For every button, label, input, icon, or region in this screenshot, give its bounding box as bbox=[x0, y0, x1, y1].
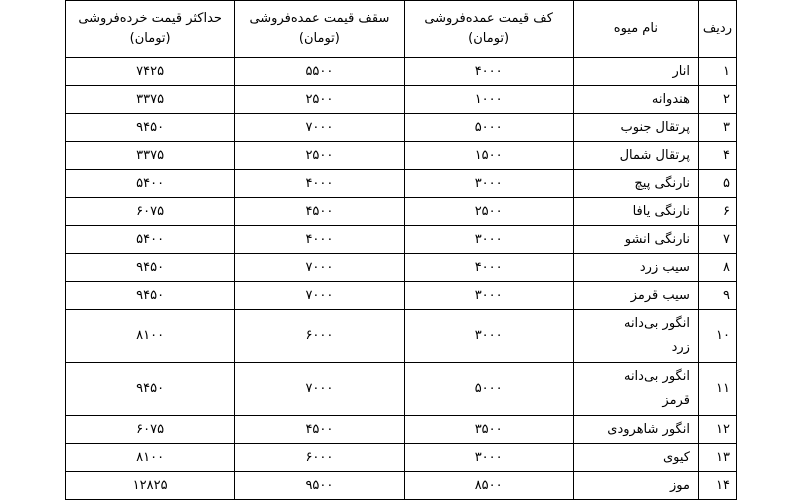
cell-wholesale-min: ۱۵۰۰ bbox=[404, 142, 573, 170]
table-row bbox=[66, 444, 737, 472]
cell-retail-max: ۷۴۲۵ bbox=[66, 58, 235, 86]
header-row-number-label: ردیف bbox=[702, 21, 732, 36]
table-row bbox=[66, 363, 737, 416]
cell-fruit-name: هندوانه bbox=[573, 86, 698, 114]
cell-retail-max: ۵۴۰۰ bbox=[66, 170, 235, 198]
cell-row-number: ۹ bbox=[698, 282, 736, 310]
cell-wholesale-max: ۷۰۰۰ bbox=[235, 363, 404, 416]
cell-wholesale-min: ۳۰۰۰ bbox=[404, 444, 573, 472]
cell-row-number: ۲ bbox=[698, 86, 736, 114]
cell-row-number: ۱۳ bbox=[698, 444, 736, 472]
cell-wholesale-max: ۲۵۰۰ bbox=[235, 86, 404, 114]
cell-wholesale-max: ۶۰۰۰ bbox=[235, 310, 404, 363]
cell-wholesale-max: ۴۵۰۰ bbox=[235, 198, 404, 226]
cell-fruit-name: موز bbox=[573, 472, 698, 500]
cell-fruit-name bbox=[573, 310, 698, 363]
cell-fruit-name: انگور شاهرودی bbox=[573, 416, 698, 444]
cell-wholesale-max: ۶۰۰۰ bbox=[235, 444, 404, 472]
cell-row-number: ۱۴ bbox=[698, 472, 736, 500]
cell-row-number: ۸ bbox=[698, 254, 736, 282]
header-row bbox=[66, 1, 737, 58]
cell-wholesale-max: ۴۵۰۰ bbox=[235, 416, 404, 444]
header-retail-max-label: حداکثر قیمت خرده‌فروشی bbox=[78, 11, 222, 26]
header-wholesale-max-unit: (تومان) bbox=[298, 31, 340, 46]
cell-wholesale-min: ۱۰۰۰ bbox=[404, 86, 573, 114]
cell-wholesale-max: ۷۰۰۰ bbox=[235, 282, 404, 310]
table-row bbox=[66, 416, 737, 444]
cell-row-number: ۵ bbox=[698, 170, 736, 198]
header-fruit-name bbox=[573, 1, 698, 58]
cell-retail-max: ۹۴۵۰ bbox=[66, 363, 235, 416]
cell-retail-max: ۵۴۰۰ bbox=[66, 226, 235, 254]
cell-wholesale-max: ۵۵۰۰ bbox=[235, 58, 404, 86]
table-row bbox=[66, 226, 737, 254]
table-row bbox=[66, 142, 737, 170]
cell-wholesale-min: ۳۰۰۰ bbox=[404, 282, 573, 310]
table-row bbox=[66, 472, 737, 500]
cell-retail-max: ۶۰۷۵ bbox=[66, 416, 235, 444]
cell-fruit-name-line2: زرد bbox=[671, 340, 690, 355]
cell-retail-max: ۹۴۵۰ bbox=[66, 254, 235, 282]
cell-row-number: ۱۰ bbox=[698, 310, 736, 363]
cell-wholesale-max: ۹۵۰۰ bbox=[235, 472, 404, 500]
cell-wholesale-min: ۴۰۰۰ bbox=[404, 58, 573, 86]
cell-retail-max: ۹۴۵۰ bbox=[66, 282, 235, 310]
header-wholesale-min-unit: (تومان) bbox=[468, 31, 510, 46]
cell-fruit-name: نارنگی پیچ bbox=[573, 170, 698, 198]
cell-fruit-name: نارنگی انشو bbox=[573, 226, 698, 254]
cell-wholesale-min: ۸۵۰۰ bbox=[404, 472, 573, 500]
cell-retail-max: ۹۴۵۰ bbox=[66, 114, 235, 142]
cell-fruit-name-line1: انگور بی‌دانه bbox=[623, 369, 690, 384]
cell-wholesale-max: ۴۰۰۰ bbox=[235, 226, 404, 254]
table-row bbox=[66, 254, 737, 282]
header-wholesale-min-label: کف قیمت عمده‌فروشی bbox=[424, 11, 553, 26]
cell-fruit-name: پرتقال شمال bbox=[573, 142, 698, 170]
header-wholesale-max bbox=[235, 1, 404, 58]
cell-row-number: ۷ bbox=[698, 226, 736, 254]
fruit-price-table bbox=[65, 0, 737, 500]
cell-row-number: ۳ bbox=[698, 114, 736, 142]
cell-wholesale-min: ۵۰۰۰ bbox=[404, 363, 573, 416]
table-row bbox=[66, 86, 737, 114]
cell-fruit-name-line1: انگور بی‌دانه bbox=[623, 316, 690, 331]
cell-retail-max: ۱۲۸۲۵ bbox=[66, 472, 235, 500]
cell-retail-max: ۶۰۷۵ bbox=[66, 198, 235, 226]
cell-fruit-name: پرتقال جنوب bbox=[573, 114, 698, 142]
cell-wholesale-min: ۳۰۰۰ bbox=[404, 226, 573, 254]
cell-retail-max: ۸۱۰۰ bbox=[66, 310, 235, 363]
cell-wholesale-min: ۵۰۰۰ bbox=[404, 114, 573, 142]
cell-wholesale-min: ۳۰۰۰ bbox=[404, 310, 573, 363]
header-row-number bbox=[698, 1, 736, 58]
header-retail-max-unit: (تومان) bbox=[129, 31, 171, 46]
cell-wholesale-max: ۴۰۰۰ bbox=[235, 170, 404, 198]
cell-wholesale-max: ۲۵۰۰ bbox=[235, 142, 404, 170]
cell-fruit-name: سیب قرمز bbox=[573, 282, 698, 310]
header-wholesale-max-label: سقف قیمت عمده‌فروشی bbox=[249, 11, 390, 26]
cell-row-number: ۱۲ bbox=[698, 416, 736, 444]
cell-fruit-name: سیب زرد bbox=[573, 254, 698, 282]
table-row bbox=[66, 282, 737, 310]
header-fruit-name-label: نام میوه bbox=[613, 21, 658, 36]
cell-row-number: ۴ bbox=[698, 142, 736, 170]
cell-row-number: ۶ bbox=[698, 198, 736, 226]
table-row bbox=[66, 170, 737, 198]
cell-wholesale-max: ۷۰۰۰ bbox=[235, 254, 404, 282]
header-wholesale-min bbox=[404, 1, 573, 58]
price-table-container bbox=[65, 0, 737, 500]
cell-row-number: ۱ bbox=[698, 58, 736, 86]
cell-fruit-name: نارنگی یافا bbox=[573, 198, 698, 226]
cell-retail-max: ۸۱۰۰ bbox=[66, 444, 235, 472]
cell-row-number: ۱۱ bbox=[698, 363, 736, 416]
cell-wholesale-min: ۳۵۰۰ bbox=[404, 416, 573, 444]
cell-fruit-name bbox=[573, 363, 698, 416]
table-row bbox=[66, 198, 737, 226]
table-row bbox=[66, 114, 737, 142]
table-row bbox=[66, 310, 737, 363]
cell-fruit-name-line2: قرمز bbox=[662, 393, 690, 408]
cell-retail-max: ۳۳۷۵ bbox=[66, 86, 235, 114]
header-retail-max bbox=[66, 1, 235, 58]
cell-fruit-name: کیوی bbox=[573, 444, 698, 472]
cell-wholesale-max: ۷۰۰۰ bbox=[235, 114, 404, 142]
cell-fruit-name: انار bbox=[573, 58, 698, 86]
cell-wholesale-min: ۴۰۰۰ bbox=[404, 254, 573, 282]
table-row bbox=[66, 58, 737, 86]
cell-retail-max: ۳۳۷۵ bbox=[66, 142, 235, 170]
cell-wholesale-min: ۳۰۰۰ bbox=[404, 170, 573, 198]
cell-wholesale-min: ۲۵۰۰ bbox=[404, 198, 573, 226]
